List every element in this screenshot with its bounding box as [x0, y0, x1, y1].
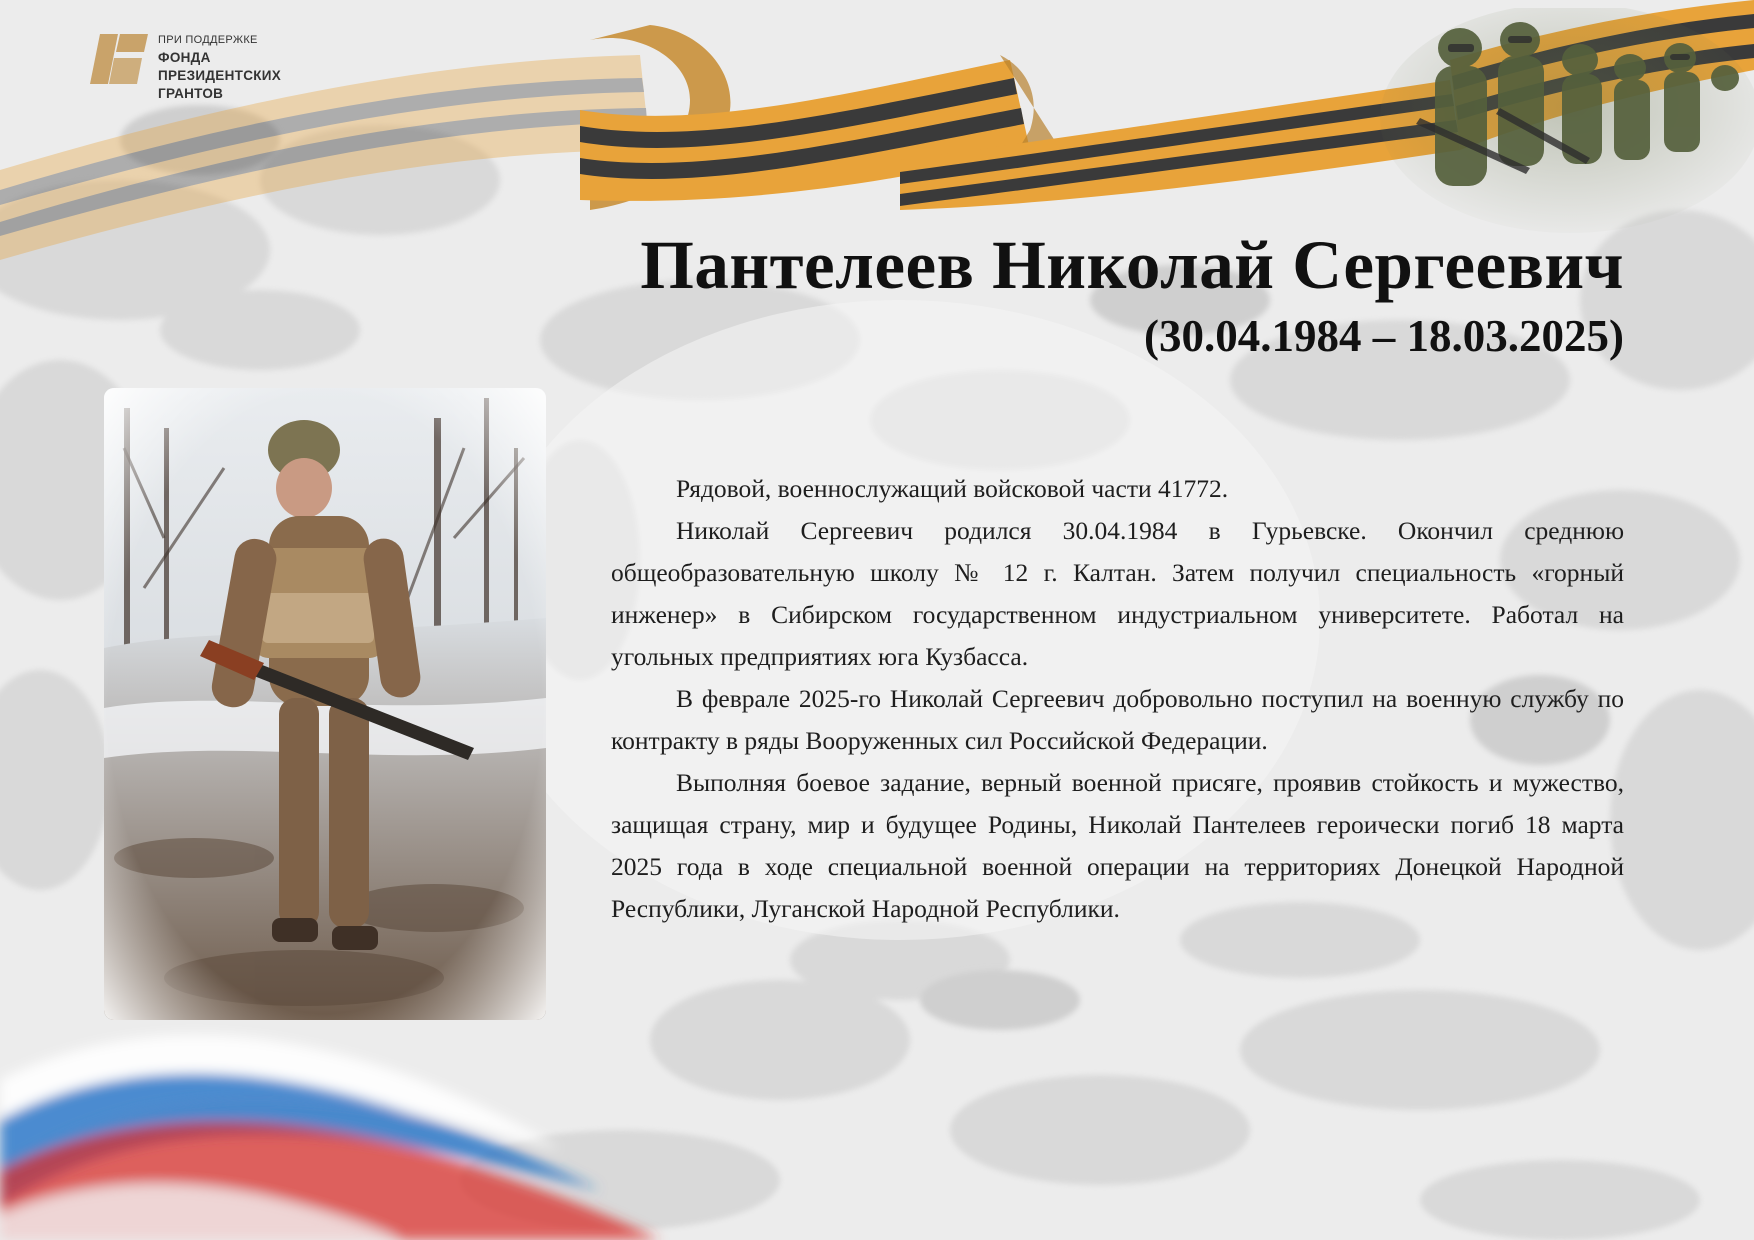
grant-logo-mark-icon: [90, 32, 154, 86]
logo-line-1: ПРИ ПОДДЕРЖКЕ: [158, 34, 258, 46]
bio-paragraph: Николай Сергеевич родился 30.04.1984 в Гурьевске. Окончил среднюю общеобразовательную школу № 12 г. Калтан. Затем получил специальность «горный инженер» в Сибирском государственном индустриальном университете. Работал на угольных предприятиях юга Кузбасса.: [611, 516, 1624, 671]
bio-paragraph: Выполняя боевое задание, верный военной присяге, проявив стойкость и мужество, защищая страну, мир и будущее Родины, Николай Пантелеев героически погиб 18 марта 2025 года в ходе специальной военной операции на территориях Донецкой Народной Республики, Луганской Народной Республики.: [611, 768, 1624, 923]
bio-paragraph: В феврале 2025-го Николай Сергеевич добровольно поступил на военную службу по контракту в ряды Вооруженных сил Российской Федерации.: [611, 684, 1624, 755]
soldiers-illustration: [1380, 8, 1754, 238]
soldier-photo: [104, 388, 546, 1020]
logo-line-4: ГРАНТОВ: [158, 86, 224, 101]
bio-paragraph: Рядовой, военнослужащий войсковой части 41772.: [676, 474, 1229, 503]
logo-line-2: ФОНДА: [158, 50, 211, 65]
life-dates: (30.04.1984 – 18.03.2025): [1144, 311, 1624, 361]
grant-fund-logo: [90, 30, 330, 110]
person-name: Пантелеев Николай Сергеевич: [640, 227, 1624, 303]
logo-line-3: ПРЕЗИДЕНТСКИХ: [158, 68, 282, 83]
biography-text: [611, 468, 1624, 930]
